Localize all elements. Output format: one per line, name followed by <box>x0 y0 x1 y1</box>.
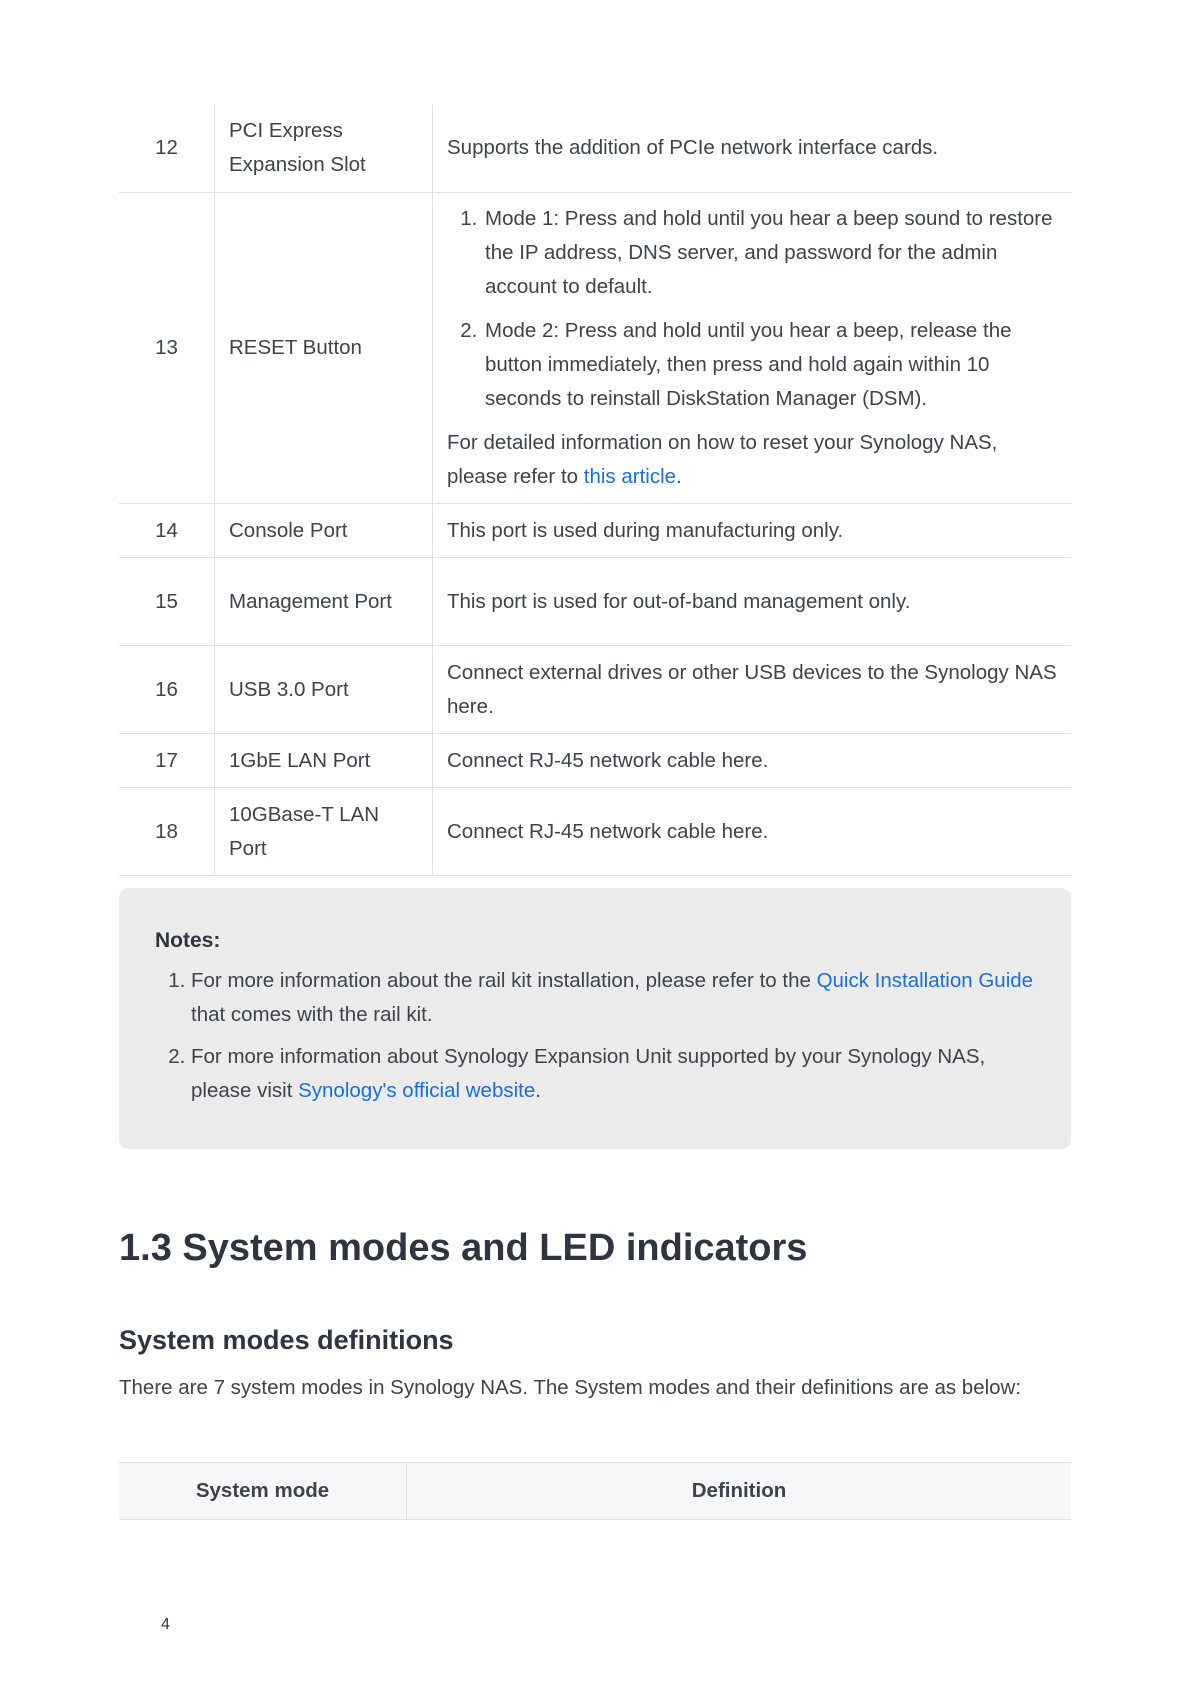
column-header-definition: Definition <box>407 1463 1072 1520</box>
reset-info-text: For detailed information on how to reset your Synology NAS, please refer to <box>447 431 998 488</box>
table-row <box>119 104 1071 193</box>
component-description: This port is used during manufacturing only. <box>433 504 1072 558</box>
subsection-heading: System modes definitions <box>119 1325 454 1355</box>
table-header-row <box>119 1463 1071 1520</box>
page-number: 4 <box>161 1616 170 1633</box>
hardware-spec-section <box>119 104 1071 876</box>
component-name: Management Port <box>215 558 433 646</box>
component-description: Connect RJ-45 network cable here. <box>433 788 1072 876</box>
note-text: . <box>535 1079 541 1102</box>
table-row <box>119 193 1071 504</box>
notes-box <box>119 888 1071 1149</box>
reset-info-suffix: . <box>676 465 682 488</box>
list-item: 1. Mode 1: Press and hold until you hear a beep sound to restore the IP address, DNS server, and password for the admin account to default. <box>483 202 1057 304</box>
row-number: 15 <box>119 558 215 646</box>
system-modes-table <box>119 1462 1071 1520</box>
component-table <box>119 104 1071 876</box>
component-name: 1GbE LAN Port <box>215 734 433 788</box>
reset-mode-list <box>447 202 1057 416</box>
note-text: For more information about Synology Expansion Unit supported by your Synology NAS, please visit <box>191 1045 986 1102</box>
table-row <box>119 504 1071 558</box>
list-item: 2. Mode 2: Press and hold until you hear a beep, release the button immediately, then press and hold again within 10 seconds to reinstall DiskStation Manager (DSM). <box>483 314 1057 416</box>
notes-title: Notes: <box>155 929 221 952</box>
section-heading: 1.3 System modes and LED indicators <box>119 1227 808 1269</box>
component-name: RESET Button <box>215 193 433 504</box>
row-number: 16 <box>119 646 215 734</box>
table-row <box>119 558 1071 646</box>
component-name: 10GBase-T LAN Port <box>215 788 433 876</box>
quick-installation-guide-link[interactable]: Quick Installation Guide <box>816 969 1034 992</box>
table-row <box>119 646 1071 734</box>
official-website-link[interactable]: Synology's official website <box>298 1079 536 1102</box>
list-item <box>191 1040 1035 1108</box>
component-description: Supports the addition of PCIe network interface cards. <box>433 104 1072 193</box>
row-number: 12 <box>119 104 215 193</box>
this-article-link[interactable]: this article <box>583 465 677 488</box>
note-text: For more information about the rail kit installation, please refer to the <box>191 969 817 992</box>
component-name: PCI Express Expansion Slot <box>215 104 433 193</box>
notes-list <box>155 964 1035 1108</box>
component-description: Connect external drives or other USB devices to the Synology NAS here. <box>433 646 1072 734</box>
row-number: 14 <box>119 504 215 558</box>
row-number: 13 <box>119 193 215 504</box>
table-row <box>119 788 1071 876</box>
component-description: This port is used for out-of-band management only. <box>433 558 1072 646</box>
list-item <box>191 964 1035 1032</box>
table-row <box>119 734 1071 788</box>
component-description <box>433 193 1072 504</box>
component-description: Connect RJ-45 network cable here. <box>433 734 1072 788</box>
note-text: that comes with the rail kit. <box>191 1003 433 1026</box>
row-number: 18 <box>119 788 215 876</box>
component-name: USB 3.0 Port <box>215 646 433 734</box>
column-header-system-mode: System mode <box>119 1463 407 1520</box>
intro-paragraph: There are 7 system modes in Synology NAS. The System modes and their definitions are as below: <box>119 1376 1022 1399</box>
component-name: Console Port <box>215 504 433 558</box>
row-number: 17 <box>119 734 215 788</box>
